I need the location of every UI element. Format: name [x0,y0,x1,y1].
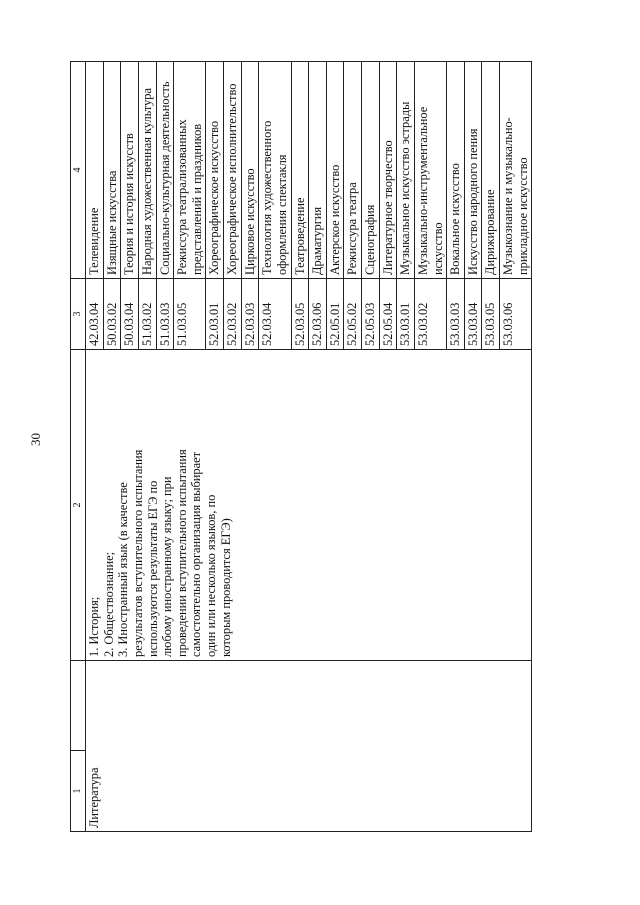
code-cell: 52.05.02 [344,279,362,350]
specialty-name-cell: Актерское искусство [326,62,344,279]
specialty-name-cell: Дирижирование [482,62,500,279]
code-cell: 52.03.05 [291,279,309,350]
exam-line: самостоятельно организация выбирает [189,452,204,657]
specialty-name-cell: Музыкальное искусство эстрады [397,62,415,279]
code-cell: 51.03.05 [174,279,206,350]
specialty-name-cell: Цирковое искусство [241,62,259,279]
code-cell: 53.03.03 [447,279,465,350]
code-cell: 53.03.01 [397,279,415,350]
exam-line: 3. Иностранный язык (в качестве [116,482,131,657]
specialty-name-cell: Социально-культурная деятельность [156,62,174,279]
specialty-name-cell: Музыкознание и музыкально-прикладное искусство [500,62,532,279]
page-number: 30 [28,433,43,446]
specialty-name-cell: Хореографическое искусство [206,62,224,279]
table-row [86,62,104,832]
header-col-1-label: 1 [71,750,85,831]
header-col-3: 3 [71,279,86,350]
specialty-name-cell: Режиссура театра [344,62,362,279]
specialty-name-cell: Драматургия [309,62,327,279]
code-cell: 51.03.03 [156,279,174,350]
exams-cell [86,350,532,661]
specialty-name-cell: Хореографическое исполнительство [224,62,242,279]
code-cell: 52.03.03 [241,279,259,350]
code-cell: 52.03.04 [259,279,291,350]
header-col-1 [71,661,86,832]
exam-line: 1. История; [87,596,101,657]
specialty-name-cell: Технология художественного оформления спектакля [259,62,291,279]
exam-line: 2. Обществознание; [101,551,116,657]
specialty-name-cell: Народная художественная культура [138,62,156,279]
code-cell: 42.03.04 [86,279,104,350]
specialty-name-cell: Искусство народного пения [464,62,482,279]
rotated-table-wrapper [70,66,598,832]
code-cell: 52.05.01 [326,279,344,350]
code-cell: 51.03.02 [138,279,156,350]
code-cell: 50.03.02 [103,279,121,350]
header-col-4: 4 [71,62,86,279]
specialty-name-cell: Музыкально-инструментальное искусство [414,62,446,279]
specialty-name-cell: Режиссура театрализованных представлений и праздников [174,62,206,279]
code-cell: 53.03.06 [500,279,532,350]
code-cell: 52.03.06 [309,279,327,350]
code-cell: 52.05.04 [379,279,397,350]
exam-line: результатов вступительного испытания [130,449,145,657]
specialty-name-cell: Изящные искусства [103,62,121,279]
specialties-table [70,61,532,832]
exam-line: один или несколько языков, по [204,494,218,657]
code-cell: 52.03.02 [224,279,242,350]
code-cell: 53.03.05 [482,279,500,350]
code-cell: 50.03.04 [121,279,139,350]
code-cell: 52.05.03 [362,279,380,350]
specialty-name-cell: Театроведение [291,62,309,279]
code-cell: 53.03.02 [414,279,446,350]
header-row [71,62,86,832]
exam-line: любому иностранному языку; при [160,476,175,657]
specialty-name-cell: Сценография [362,62,380,279]
subject-cell: Литература [86,661,532,832]
exam-line: проведении вступительного испытания [174,449,189,657]
specialty-name-cell: Литературное творчество [379,62,397,279]
header-col-2: 2 [71,350,86,661]
specialty-name-cell: Вокальное искусство [447,62,465,279]
specialty-name-cell: Телевидение [86,62,104,279]
exam-line: используются результаты ЕГЭ по [145,480,160,657]
code-cell: 52.03.01 [206,279,224,350]
exam-line: которым проводится ЕГЭ) [218,518,233,657]
specialty-name-cell: Теория и история искусств [121,62,139,279]
code-cell: 53.03.04 [464,279,482,350]
